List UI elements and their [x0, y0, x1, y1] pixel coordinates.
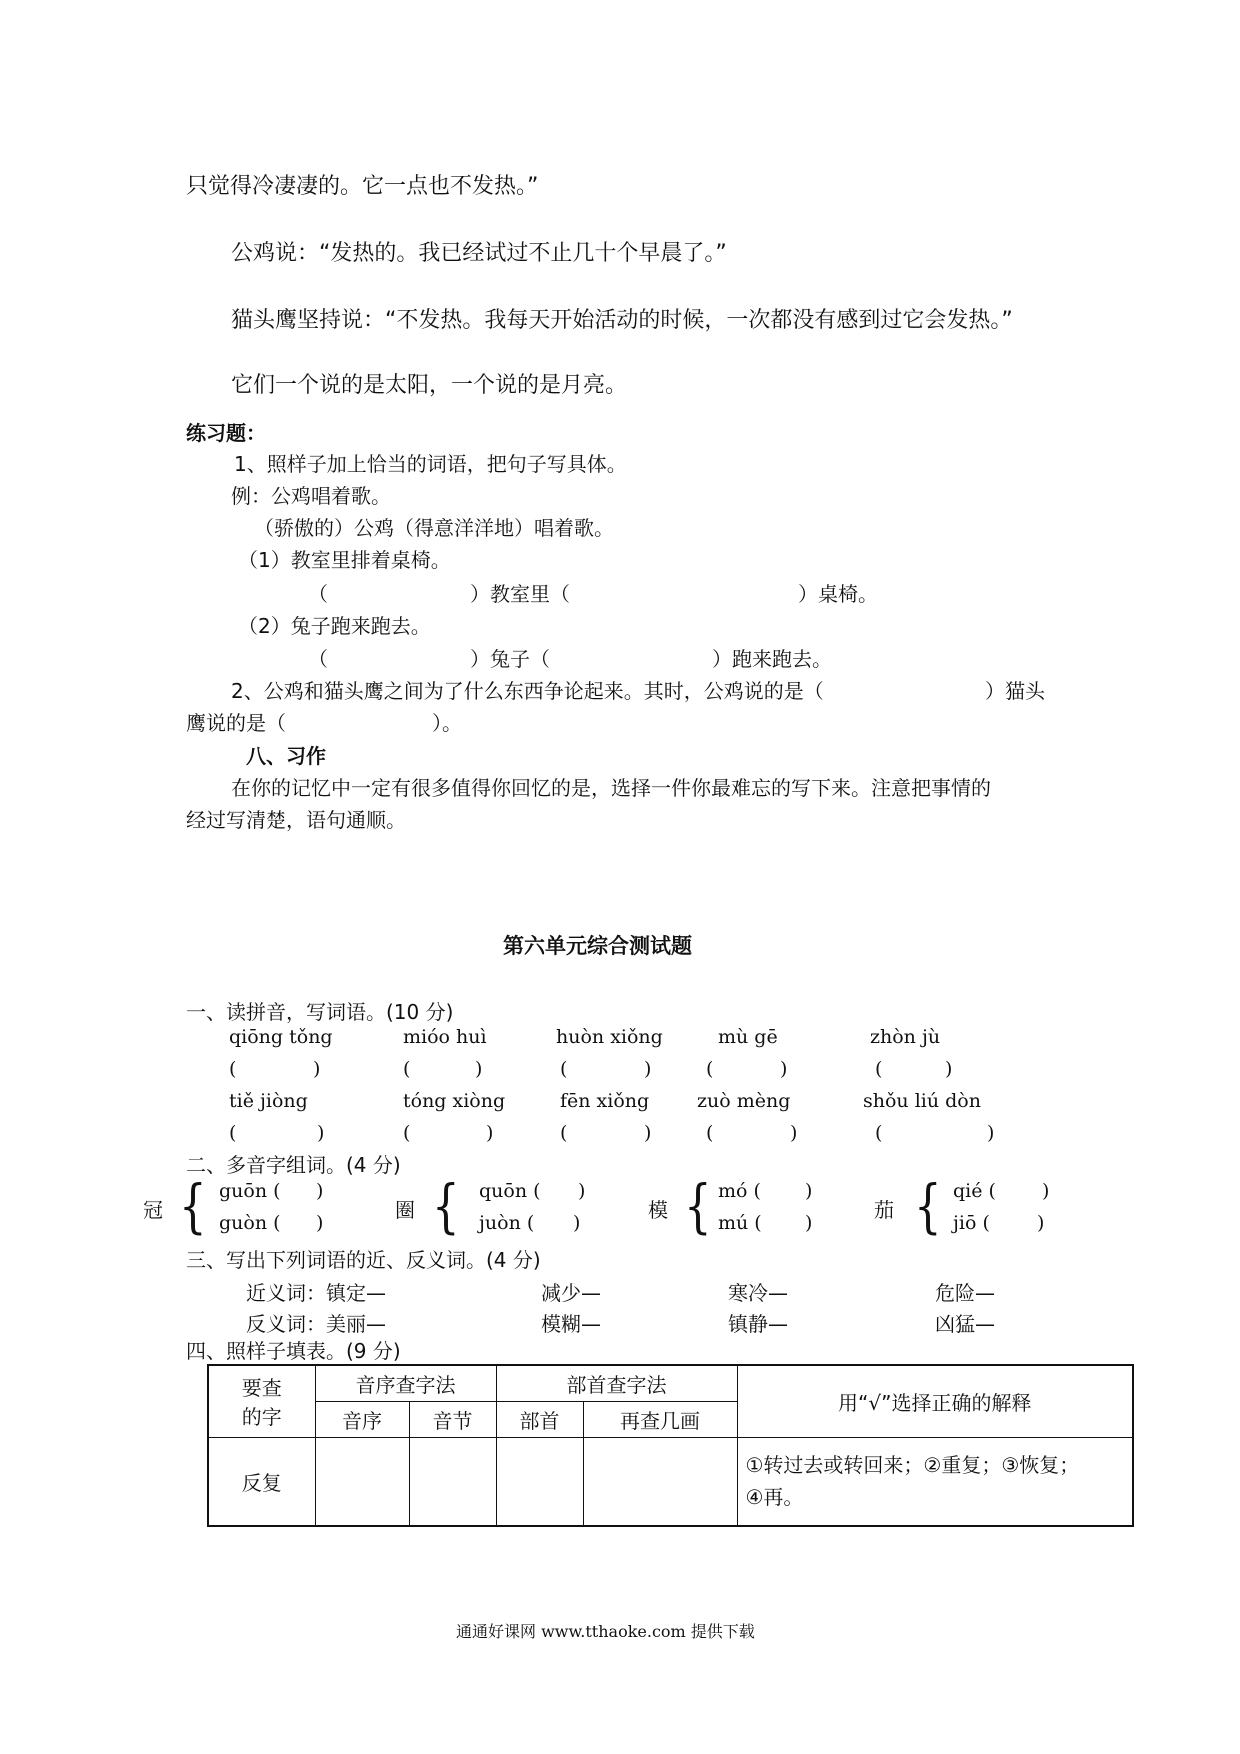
blank-open: （ [308, 647, 328, 671]
pinyin: tóng xiòng [403, 1090, 506, 1112]
footer-credit: 通通好课网 www.tthaoke.com 提供下载 [456, 1622, 755, 1641]
section-heading: 二、多音字组词。(4 分) [186, 1153, 401, 1177]
antonym-word: 凶猛— [935, 1312, 995, 1336]
antonym-word: 镇静— [728, 1312, 788, 1336]
polyphone-char: 模 [648, 1198, 668, 1222]
table-blank-cell[interactable] [315, 1437, 409, 1526]
polyphone-reading: juòn ( [479, 1212, 535, 1234]
table-blank-cell[interactable] [409, 1437, 496, 1526]
story-line: 只觉得冷凄凄的。它一点也不发热。” [186, 174, 539, 199]
blank-text: ）兔子（ [470, 647, 550, 671]
blank-text: ）跑来跑去。 [712, 647, 832, 671]
polyphone-reading: jiō ( [953, 1212, 990, 1234]
polyphone-reading: guōn ( [219, 1180, 281, 1202]
paren-close: ) [644, 1058, 652, 1080]
paren-close: ) [790, 1122, 798, 1144]
story-line: 猫头鹰坚持说：“不发热。我每天开始活动的时候，一次都没有感到过它会发热。” [231, 308, 1013, 333]
paren-close: ) [313, 1058, 321, 1080]
synonym-label: 近义词：镇定— [246, 1281, 386, 1305]
paren-close: ) [578, 1180, 586, 1202]
antonym-word: 模糊— [541, 1312, 601, 1336]
table-header-group: 部首查字法 [496, 1365, 737, 1401]
synonym-word: 寒冷— [728, 1281, 788, 1305]
pinyin: mióo huì [403, 1026, 487, 1048]
blank-open: （ [308, 582, 328, 606]
polyphone-reading: mú ( [718, 1212, 762, 1234]
paren-close: ) [780, 1058, 788, 1080]
pinyin: qiōng tǒng [229, 1026, 333, 1048]
paren-close: ) [316, 1212, 324, 1234]
synonym-word: 减少— [541, 1281, 601, 1305]
polyphone-char: 圈 [395, 1198, 415, 1222]
pinyin: huòn xiǒng [556, 1026, 663, 1048]
writing-line: 经过写清楚，语句通顺。 [186, 808, 406, 832]
paren-open: ( [403, 1122, 411, 1144]
paren-open: ( [403, 1058, 411, 1080]
paren-close: ) [486, 1122, 494, 1144]
exercise-sentence: （2）兔子跑来跑去。 [238, 614, 431, 638]
paren-close: ) [1037, 1212, 1045, 1234]
polyphone-char: 冠 [143, 1198, 163, 1222]
table-header-char: 要查 的字 [208, 1365, 315, 1437]
table-row-char: 反复 [208, 1437, 315, 1526]
section-heading: 三、写出下列词语的近、反义词。(4 分) [186, 1248, 541, 1272]
synonym-word: 危险— [935, 1281, 995, 1305]
polyphone-reading: mó ( [718, 1180, 761, 1202]
table-blank-cell[interactable] [583, 1437, 737, 1526]
lookup-table [207, 1364, 1134, 1527]
test-title: 第六单元综合测试题 [503, 934, 692, 958]
paren-open: ( [706, 1058, 714, 1080]
paren-close: ) [805, 1212, 813, 1234]
paren-close: ) [805, 1180, 813, 1202]
exercise-question: ）猫头 [985, 679, 1045, 703]
pinyin: shǒu liú dòn [863, 1090, 981, 1112]
paren-open: ( [229, 1058, 237, 1080]
table-subheader: 音节 [409, 1401, 496, 1437]
paren-close: ) [475, 1058, 483, 1080]
blank-text: ）教室里（ [470, 582, 570, 606]
pinyin: zuò mèng [697, 1090, 791, 1112]
section-heading: 四、照样子填表。(9 分) [186, 1339, 401, 1363]
exercise-example: 例：公鸡唱着歌。 [231, 484, 391, 508]
exercise-sentence: （1）教室里排着桌椅。 [238, 548, 451, 572]
table-header-explain: 用“√”选择正确的解释 [737, 1365, 1133, 1437]
table-subheader: 再查几画 [583, 1401, 737, 1437]
table-subheader: 音序 [315, 1401, 409, 1437]
polyphone-reading: quōn ( [479, 1180, 541, 1202]
paren-close: ) [573, 1212, 581, 1234]
writing-line: 在你的记忆中一定有很多值得你回忆的是，选择一件你最难忘的写下来。注意把事情的 [231, 776, 991, 800]
paren-close: ) [316, 1180, 324, 1202]
brace-icon: { [914, 1172, 942, 1240]
brace-icon: { [179, 1172, 207, 1240]
paren-open: ( [875, 1122, 883, 1144]
polyphone-reading: guòn ( [219, 1212, 281, 1234]
paren-open: ( [560, 1058, 568, 1080]
story-line: 公鸡说：“发热的。我已经试过不止几十个早晨了。” [231, 241, 727, 266]
paren-open: ( [229, 1122, 237, 1144]
paren-close: ) [644, 1122, 652, 1144]
paren-close: ) [317, 1122, 325, 1144]
exercise-heading: 练习题： [186, 421, 266, 445]
paren-open: ( [875, 1058, 883, 1080]
brace-icon: { [684, 1172, 712, 1240]
writing-heading: 八、习作 [246, 744, 326, 768]
table-subheader: 部首 [496, 1401, 583, 1437]
paren-close: ) [987, 1122, 995, 1144]
pinyin: mù gē [718, 1026, 778, 1048]
polyphone-char: 茄 [874, 1198, 894, 1222]
blank-text: ）桌椅。 [798, 582, 878, 606]
brace-icon: { [432, 1172, 460, 1240]
exercise-question: 1、照样子加上恰当的词语，把句子写具体。 [234, 452, 627, 476]
exercise-question: 鹰说的是（ [186, 711, 286, 735]
paren-close: ) [1042, 1180, 1050, 1202]
story-line: 它们一个说的是太阳，一个说的是月亮。 [231, 373, 628, 398]
pinyin: zhòn jù [870, 1026, 941, 1048]
pinyin: fēn xiǒng [560, 1090, 650, 1112]
paren-open: ( [560, 1122, 568, 1144]
section-heading: 一、读拼音，写词语。(10 分) [186, 1000, 454, 1024]
polyphone-reading: qié ( [953, 1180, 996, 1202]
exercise-question: 2、公鸡和猫头鹰之间为了什么东西争论起来。其时，公鸡说的是（ [231, 679, 824, 703]
paren-open: ( [706, 1122, 714, 1144]
exercise-example-answer: （骄傲的）公鸡（得意洋洋地）唱着歌。 [254, 516, 614, 540]
pinyin: tiě jiòng [229, 1090, 308, 1112]
paren-close: ) [945, 1058, 953, 1080]
table-row-explain: ①转过去或转回来；②重复；③恢复； ④再。 [737, 1437, 1133, 1526]
exercise-question: ）。 [432, 711, 462, 735]
table-blank-cell[interactable] [496, 1437, 583, 1526]
table-header-group: 音序查字法 [315, 1365, 496, 1401]
antonym-label: 反义词：美丽— [246, 1312, 386, 1336]
